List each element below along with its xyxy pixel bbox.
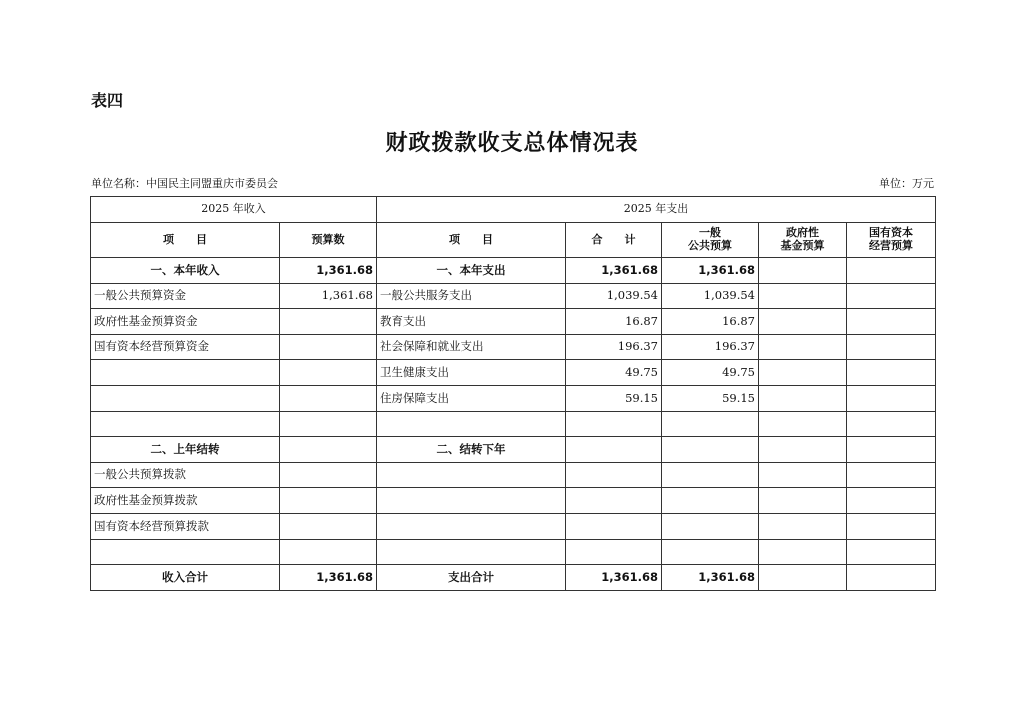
income-item-cell: 一、本年收入 bbox=[91, 258, 280, 284]
expense-item-cell: 社会保障和就业支出 bbox=[377, 334, 566, 360]
col-total: 合 计 bbox=[566, 223, 662, 258]
table-label: 表四 bbox=[91, 91, 124, 110]
general-budget-cell: 196.37 bbox=[662, 334, 759, 360]
total-cell bbox=[566, 513, 662, 539]
general-budget-cell bbox=[662, 488, 759, 514]
state-capital-cell bbox=[847, 437, 936, 463]
col-gov-fund-line2: 基金预算 bbox=[780, 239, 825, 252]
general-budget-cell: 1,361.68 bbox=[662, 258, 759, 284]
state-capital-cell bbox=[847, 360, 936, 386]
table-row bbox=[91, 385, 936, 411]
income-amount-cell bbox=[280, 462, 377, 488]
col-state-capital-line2: 经营预算 bbox=[869, 239, 913, 252]
general-budget-cell bbox=[662, 539, 759, 565]
income-amount-cell: 1,361.68 bbox=[280, 258, 377, 284]
state-capital-cell bbox=[847, 513, 936, 539]
gov-fund-cell bbox=[759, 360, 847, 386]
state-capital-cell bbox=[847, 411, 936, 437]
state-capital-cell bbox=[847, 309, 936, 335]
table-row bbox=[91, 488, 936, 514]
col-state-capital-budget bbox=[847, 223, 936, 258]
page-title: 财政拨款收支总体情况表 bbox=[385, 131, 639, 156]
income-item-cell: 收入合计 bbox=[91, 565, 280, 591]
total-cell: 49.75 bbox=[566, 360, 662, 386]
budget-table bbox=[90, 196, 936, 591]
state-capital-cell bbox=[847, 385, 936, 411]
expense-item-cell bbox=[377, 462, 566, 488]
expense-year-header: 2025 年支出 bbox=[377, 197, 936, 223]
total-cell: 196.37 bbox=[566, 334, 662, 360]
total-cell bbox=[566, 462, 662, 488]
total-cell bbox=[566, 488, 662, 514]
table-row bbox=[91, 411, 936, 437]
gov-fund-cell bbox=[759, 462, 847, 488]
year-header-row bbox=[91, 197, 936, 223]
table-row bbox=[91, 360, 936, 386]
income-amount-cell bbox=[280, 385, 377, 411]
income-item-cell bbox=[91, 385, 280, 411]
state-capital-cell bbox=[847, 334, 936, 360]
col-budget-amount: 预算数 bbox=[280, 223, 377, 258]
income-amount-cell bbox=[280, 309, 377, 335]
total-cell: 1,361.68 bbox=[566, 258, 662, 284]
general-budget-cell: 1,361.68 bbox=[662, 565, 759, 591]
expense-item-cell: 卫生健康支出 bbox=[377, 360, 566, 386]
income-item-cell bbox=[91, 539, 280, 565]
col-gov-fund-budget bbox=[759, 223, 847, 258]
expense-item-cell: 教育支出 bbox=[377, 309, 566, 335]
income-amount-cell bbox=[280, 488, 377, 514]
column-header-row bbox=[91, 223, 936, 258]
income-amount-cell: 1,361.68 bbox=[280, 565, 377, 591]
gov-fund-cell bbox=[759, 437, 847, 463]
expense-item-cell: 支出合计 bbox=[377, 565, 566, 591]
income-year-header: 2025 年收入 bbox=[91, 197, 377, 223]
table-row bbox=[91, 539, 936, 565]
income-amount-cell bbox=[280, 360, 377, 386]
total-cell: 1,361.68 bbox=[566, 565, 662, 591]
general-budget-cell: 49.75 bbox=[662, 360, 759, 386]
total-cell bbox=[566, 539, 662, 565]
general-budget-cell bbox=[662, 513, 759, 539]
col-general-line1: 一般 bbox=[699, 226, 721, 240]
income-item-cell: 二、上年结转 bbox=[91, 437, 280, 463]
unit-row bbox=[91, 175, 934, 191]
income-amount-cell bbox=[280, 411, 377, 437]
col-income-item: 项 目 bbox=[91, 223, 280, 258]
state-capital-cell bbox=[847, 565, 936, 591]
income-amount-cell bbox=[280, 539, 377, 565]
gov-fund-cell bbox=[759, 258, 847, 284]
gov-fund-cell bbox=[759, 488, 847, 514]
general-budget-cell bbox=[662, 411, 759, 437]
expense-item-cell: 一般公共服务支出 bbox=[377, 283, 566, 309]
total-cell: 59.15 bbox=[566, 385, 662, 411]
col-state-capital-line1: 国有资本 bbox=[869, 226, 913, 240]
income-item-cell: 政府性基金预算拨款 bbox=[91, 488, 280, 514]
income-item-cell: 一般公共预算拨款 bbox=[91, 462, 280, 488]
table-row bbox=[91, 437, 936, 463]
expense-item-cell bbox=[377, 411, 566, 437]
table-row bbox=[91, 309, 936, 335]
col-general-line2: 公共预算 bbox=[688, 239, 732, 252]
table-row bbox=[91, 334, 936, 360]
state-capital-cell bbox=[847, 539, 936, 565]
col-expense-item: 项 目 bbox=[377, 223, 566, 258]
income-amount-cell: 1,361.68 bbox=[280, 283, 377, 309]
gov-fund-cell bbox=[759, 283, 847, 309]
total-cell: 1,039.54 bbox=[566, 283, 662, 309]
income-amount-cell bbox=[280, 513, 377, 539]
gov-fund-cell bbox=[759, 539, 847, 565]
unit-label: 单位：万元 bbox=[879, 177, 934, 190]
general-budget-cell bbox=[662, 437, 759, 463]
col-general-budget bbox=[662, 223, 759, 258]
total-cell bbox=[566, 411, 662, 437]
expense-item-cell bbox=[377, 488, 566, 514]
income-item-cell: 国有资本经营预算拨款 bbox=[91, 513, 280, 539]
table-row bbox=[91, 565, 936, 591]
expense-item-cell: 二、结转下年 bbox=[377, 437, 566, 463]
expense-item-cell: 住房保障支出 bbox=[377, 385, 566, 411]
income-amount-cell bbox=[280, 437, 377, 463]
expense-item-cell bbox=[377, 539, 566, 565]
income-amount-cell bbox=[280, 334, 377, 360]
income-item-cell: 政府性基金预算资金 bbox=[91, 309, 280, 335]
gov-fund-cell bbox=[759, 334, 847, 360]
state-capital-cell bbox=[847, 258, 936, 284]
expense-item-cell: 一、本年支出 bbox=[377, 258, 566, 284]
table-row bbox=[91, 462, 936, 488]
general-budget-cell: 16.87 bbox=[662, 309, 759, 335]
state-capital-cell bbox=[847, 462, 936, 488]
general-budget-cell: 1,039.54 bbox=[662, 283, 759, 309]
income-item-cell: 国有资本经营预算资金 bbox=[91, 334, 280, 360]
income-item-cell: 一般公共预算资金 bbox=[91, 283, 280, 309]
general-budget-cell: 59.15 bbox=[662, 385, 759, 411]
unit-name: 单位名称：中国民主同盟重庆市委员会 bbox=[91, 177, 278, 190]
state-capital-cell bbox=[847, 488, 936, 514]
gov-fund-cell bbox=[759, 411, 847, 437]
gov-fund-cell bbox=[759, 309, 847, 335]
gov-fund-cell bbox=[759, 385, 847, 411]
state-capital-cell bbox=[847, 283, 936, 309]
income-item-cell bbox=[91, 360, 280, 386]
general-budget-cell bbox=[662, 462, 759, 488]
gov-fund-cell bbox=[759, 513, 847, 539]
total-cell bbox=[566, 437, 662, 463]
table-row bbox=[91, 283, 936, 309]
expense-item-cell bbox=[377, 513, 566, 539]
gov-fund-cell bbox=[759, 565, 847, 591]
table-row bbox=[91, 513, 936, 539]
total-cell: 16.87 bbox=[566, 309, 662, 335]
col-gov-fund-line1: 政府性 bbox=[786, 226, 819, 240]
income-item-cell bbox=[91, 411, 280, 437]
table-row bbox=[91, 258, 936, 284]
